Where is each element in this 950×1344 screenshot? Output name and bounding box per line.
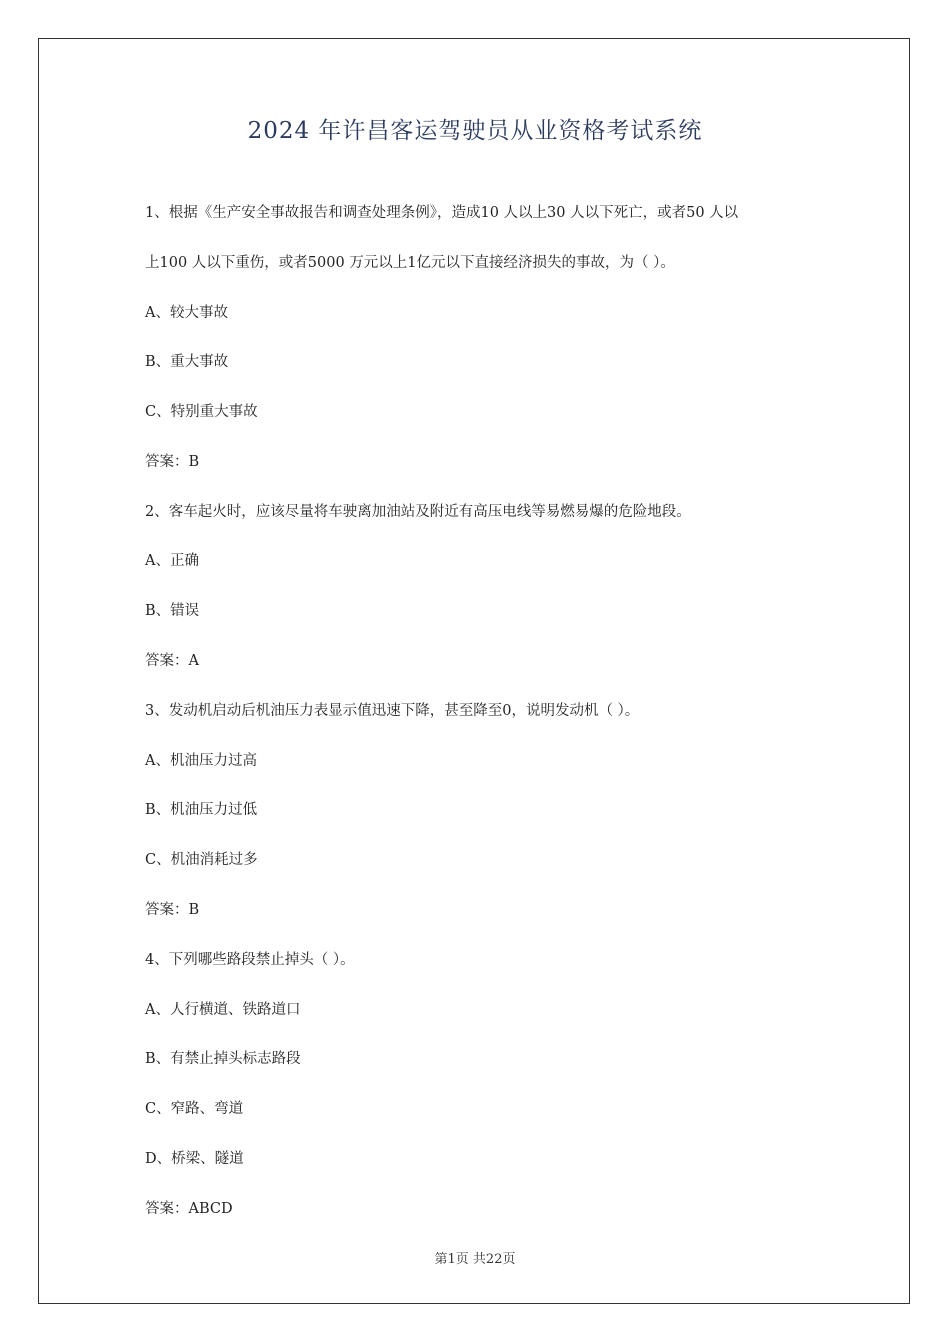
question-1-text-line-2: 上100 人以下重伤，或者5000 万元以上1亿元以下直接经济损失的事故，为（ ）。 xyxy=(145,255,675,271)
question-1-answer: 答案：B xyxy=(145,454,200,470)
question-2-text: 2、客车起火时，应该尽量将车驶离加油站及附近有高压电线等易燃易爆的危险地段。 xyxy=(145,504,691,520)
question-4-option-a: A、人行横道、铁路道口 xyxy=(145,1002,301,1018)
question-3-text: 3、发动机启动后机油压力表显示值迅速下降，甚至降至0，说明发动机（ ）。 xyxy=(145,703,640,719)
question-4-answer: 答案：ABCD xyxy=(145,1201,233,1217)
question-2-option-a: A、正确 xyxy=(145,553,199,569)
question-2-answer: 答案：A xyxy=(145,653,199,669)
question-1-option-b: B、重大事故 xyxy=(145,354,229,370)
question-3-answer: 答案：B xyxy=(145,902,200,918)
question-1-option-a: A、较大事故 xyxy=(145,305,228,321)
question-4-text: 4、下列哪些路段禁止掉头（ ）。 xyxy=(145,952,355,968)
question-1-text-line-1: 1、根据《生产安全事故报告和调查处理条例》，造成10 人以上30 人以下死亡，或者50 人以 xyxy=(145,205,739,221)
question-3-option-c: C、机油消耗过多 xyxy=(145,852,258,868)
question-1-option-c: C、特别重大事故 xyxy=(145,404,258,420)
question-3-option-b: B、机油压力过低 xyxy=(145,802,258,818)
question-4-option-d: D、桥梁、隧道 xyxy=(145,1151,244,1167)
document-title: 2024 年许昌客运驾驶员从业资格考试系统 xyxy=(247,118,703,144)
question-3-option-a: A、机油压力过高 xyxy=(145,753,257,769)
question-2-option-b: B、错误 xyxy=(145,603,200,619)
question-4-option-b: B、有禁止掉头标志路段 xyxy=(145,1051,301,1067)
page-number-footer: 第1页 共22页 xyxy=(434,1252,516,1267)
question-4-option-c: C、窄路、弯道 xyxy=(145,1101,244,1117)
